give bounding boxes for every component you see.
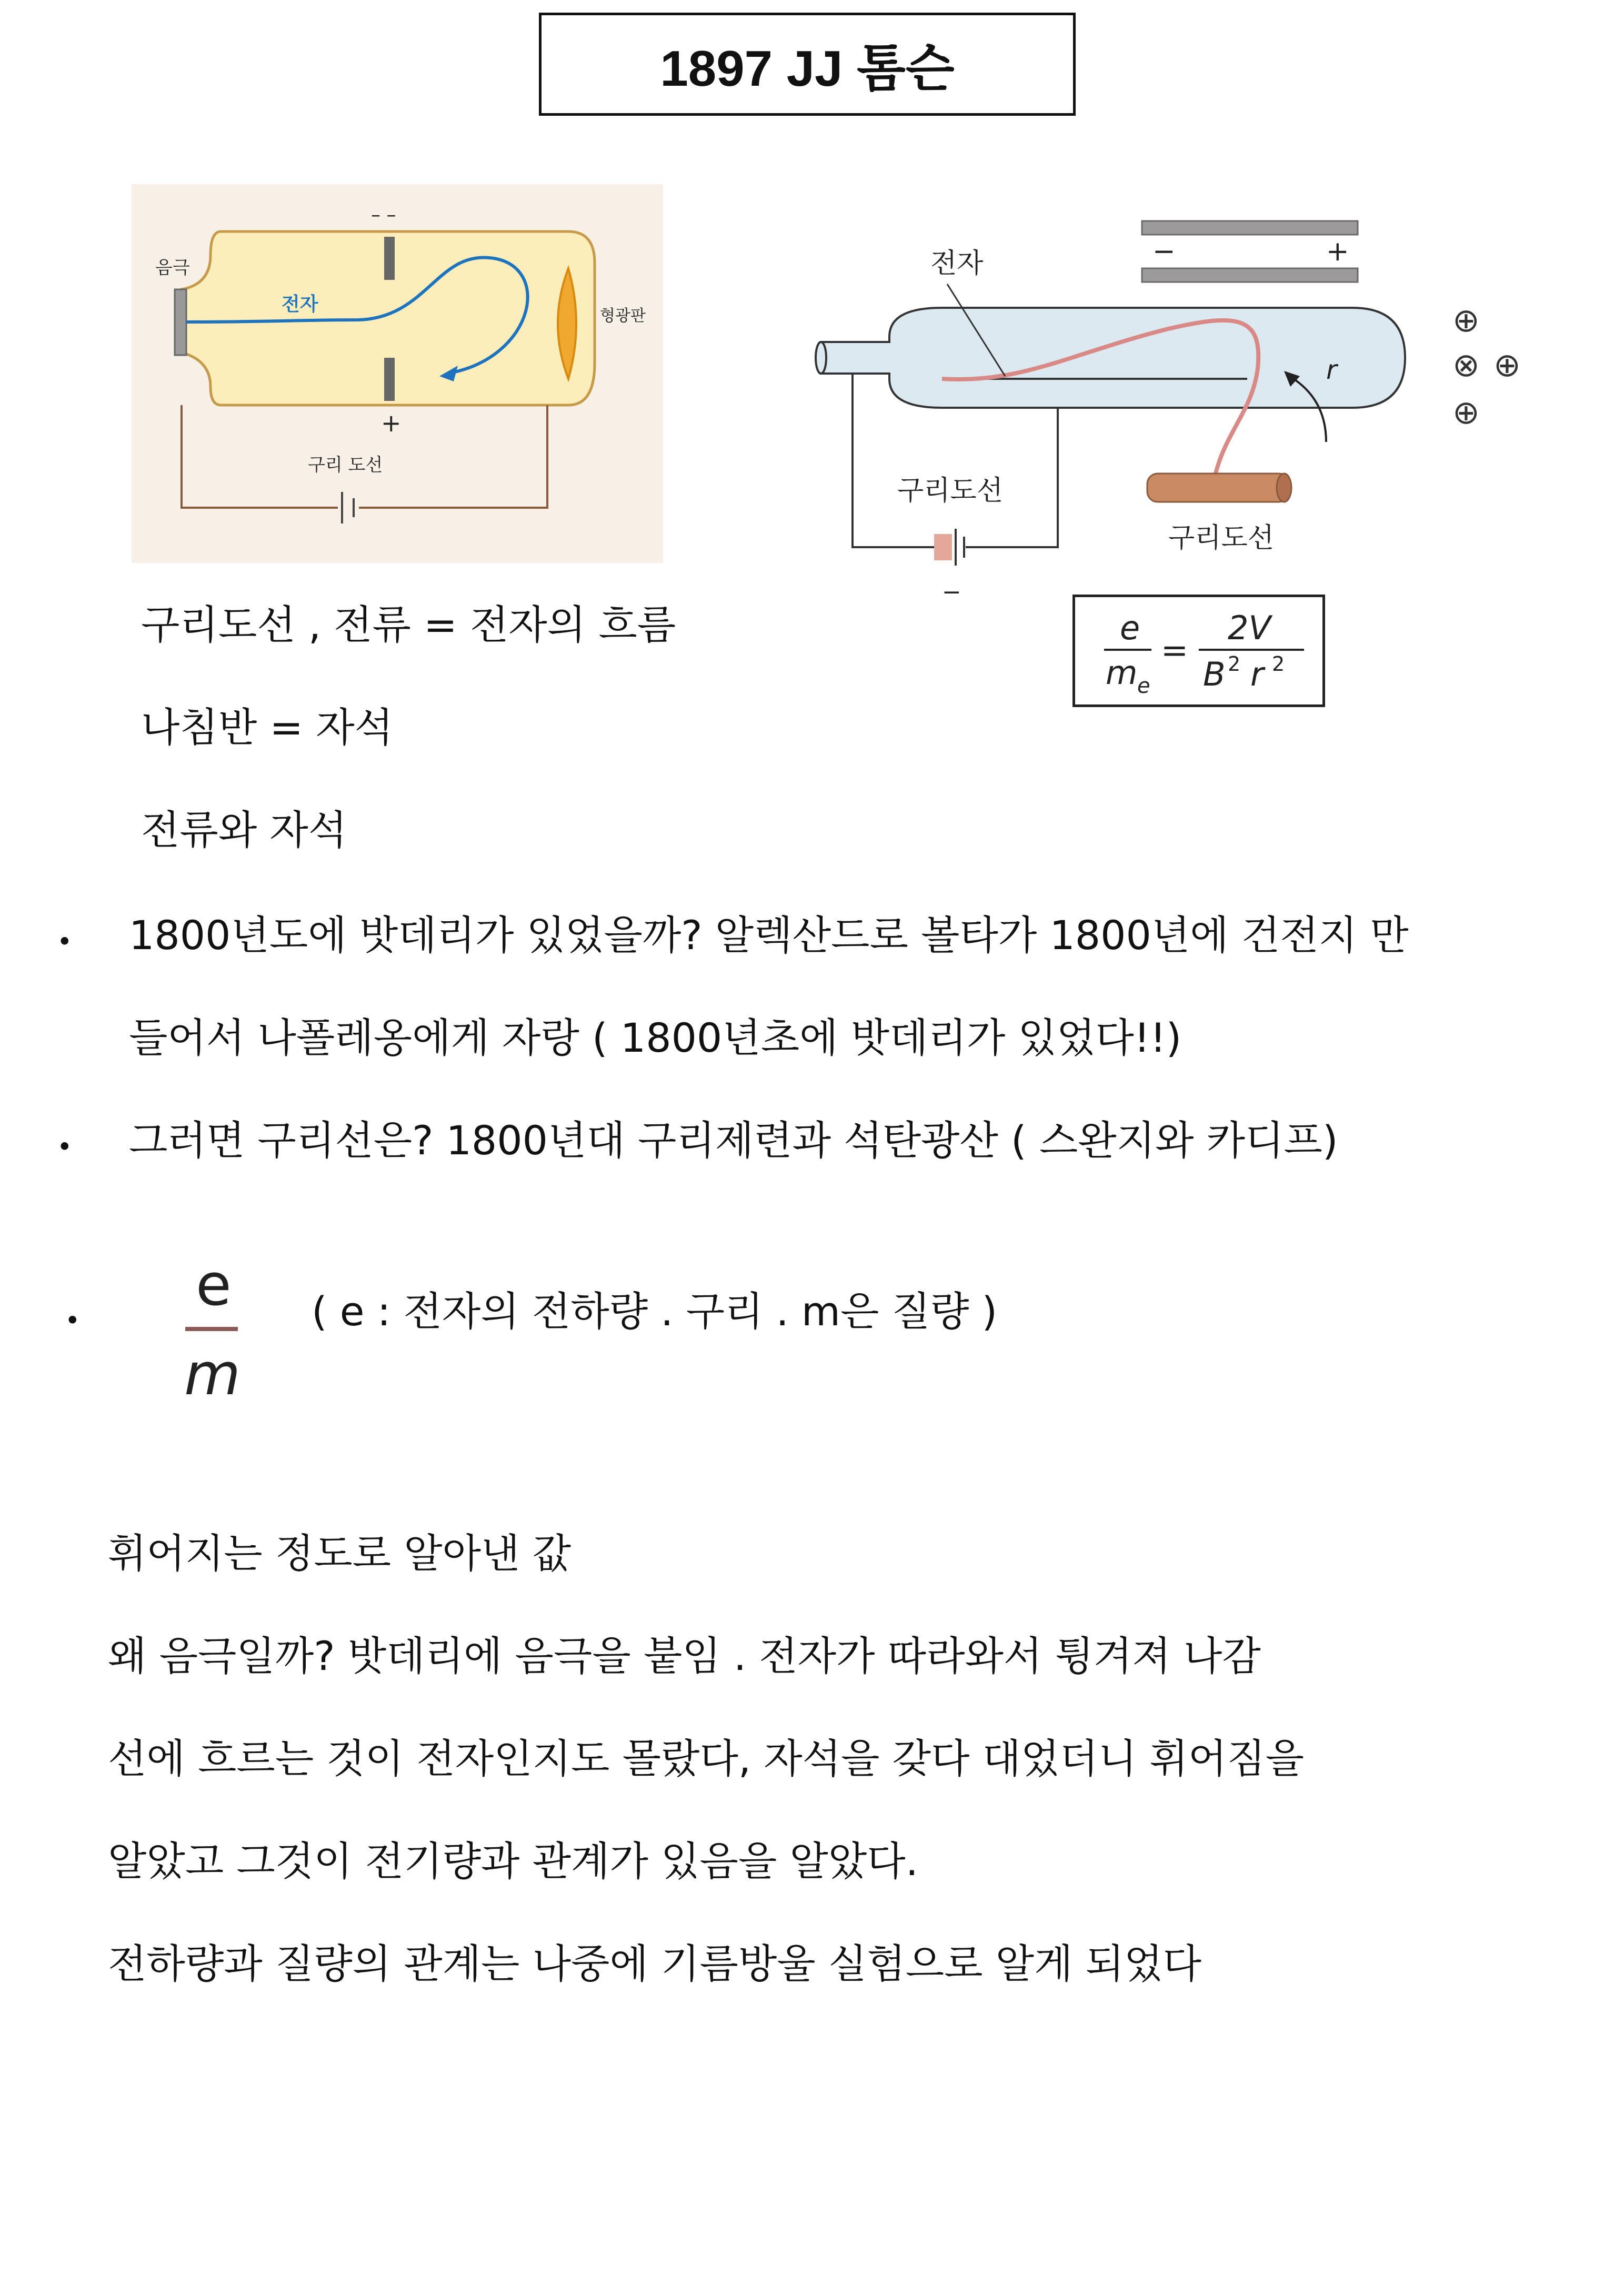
- text-bullet-copper-wire: 그러면 구리선은? 1800년대 구리제련과 석탄광산 ( 스완지와 카디프): [129, 1117, 1338, 1164]
- text-bullet-battery-2: 들어서 나폴레옹에게 자랑 ( 1800년초에 밧데리가 있었다!!): [129, 1014, 1182, 1061]
- text-line-learned: 알았고 그것이 전기량과 관계가 있음을 알았다.: [108, 1838, 918, 1885]
- tube-neck-end: [816, 342, 826, 374]
- upper-plate: [384, 237, 395, 280]
- lower-plate-sign: +: [381, 409, 402, 437]
- negative-sign: −: [1152, 236, 1176, 267]
- text-line-bending: 휘어지는 정도로 알아낸 값: [108, 1530, 572, 1577]
- formula-rhs-b-exponent: 2: [1228, 652, 1241, 676]
- e-over-m-fraction: [174, 1247, 253, 1410]
- cathode-ray-tube-figure: [132, 184, 663, 563]
- bullet-1: •: [57, 927, 73, 957]
- formula-rhs-b: B: [1203, 655, 1226, 693]
- wire-right-label: 구리도선: [1168, 522, 1274, 554]
- field-symbol-plus-3: ⊕: [1452, 393, 1480, 431]
- charge-mass-formula: [1075, 597, 1322, 704]
- formula-rhs-numerator: 2V: [1228, 609, 1271, 647]
- formula-lhs-numerator: e: [1120, 609, 1140, 647]
- wire-label: 구리 도선: [308, 455, 383, 476]
- electron-label: 전자: [930, 248, 984, 279]
- cathode-label: 음극: [155, 257, 190, 278]
- fraction-bar: [185, 1327, 238, 1331]
- formula-lhs-subscript: e: [1137, 674, 1150, 698]
- formula-rhs-r: r: [1250, 655, 1264, 693]
- copper-rod: [1147, 474, 1289, 502]
- text-line-copper-current: 구리도선 , 전류 = 전자의 흐름: [141, 601, 676, 648]
- page-title: [539, 13, 1076, 116]
- fraction-denominator: m: [184, 1341, 241, 1408]
- bullet-2: •: [57, 1132, 73, 1162]
- battery-body: [934, 534, 952, 560]
- cathode-plate: [175, 289, 186, 355]
- screen-label: 형광판: [600, 307, 646, 325]
- text-bullet-battery-1: 1800년도에 밧데리가 있었을까? 알렉산드로 볼타가 1800년에 건전지 만: [129, 912, 1409, 959]
- battery-minus-sign: −: [942, 579, 961, 606]
- positive-plate: [1142, 268, 1358, 282]
- bullet-3: •: [65, 1305, 81, 1336]
- text-line-oil-drop: 전하량과 질량의 관계는 나중에 기름방울 실험으로 알게 되었다: [108, 1940, 1201, 1987]
- lower-plate: [384, 358, 395, 401]
- formula-box: [1072, 595, 1325, 707]
- wire-left-label: 구리도선: [897, 475, 1003, 507]
- formula-equals: =: [1161, 631, 1188, 669]
- text-line-why-cathode: 왜 음극일까? 밧데리에 음극을 붙임 . 전자가 따라와서 튕겨져 나감: [108, 1633, 1261, 1679]
- upper-plate-sign: – –: [371, 204, 396, 226]
- positive-sign: +: [1326, 236, 1349, 267]
- field-symbol-cross: ⊗: [1452, 346, 1480, 384]
- negative-plate: [1142, 221, 1358, 235]
- magnetic-deflection-figure: [800, 210, 1547, 610]
- text-bullet-charge-mass: ( e : 전자의 전하량 . 구리 . m은 질량 ): [312, 1288, 998, 1335]
- formula-rhs-r-exponent: 2: [1272, 652, 1285, 676]
- electron-label: 전자: [282, 294, 318, 315]
- formula-lhs-denominator: m: [1106, 653, 1138, 692]
- title-text: 1897 JJ 톰슨: [660, 40, 955, 97]
- radius-label: r: [1326, 355, 1337, 385]
- text-line-unknown-electron: 선에 흐르는 것이 전자인지도 몰랐다, 자석을 갖다 대었더니 휘어짐을: [108, 1735, 1305, 1782]
- text-line-compass-magnet: 나침반 = 자석: [141, 704, 394, 751]
- fraction-numerator: e: [196, 1251, 232, 1318]
- field-symbol-plus-2: ⊕: [1493, 346, 1521, 384]
- field-symbol-plus-1: ⊕: [1452, 301, 1480, 339]
- copper-rod-end: [1277, 474, 1291, 502]
- text-line-current-magnet: 전류와 자석: [141, 807, 347, 853]
- glass-tube: [821, 308, 1405, 408]
